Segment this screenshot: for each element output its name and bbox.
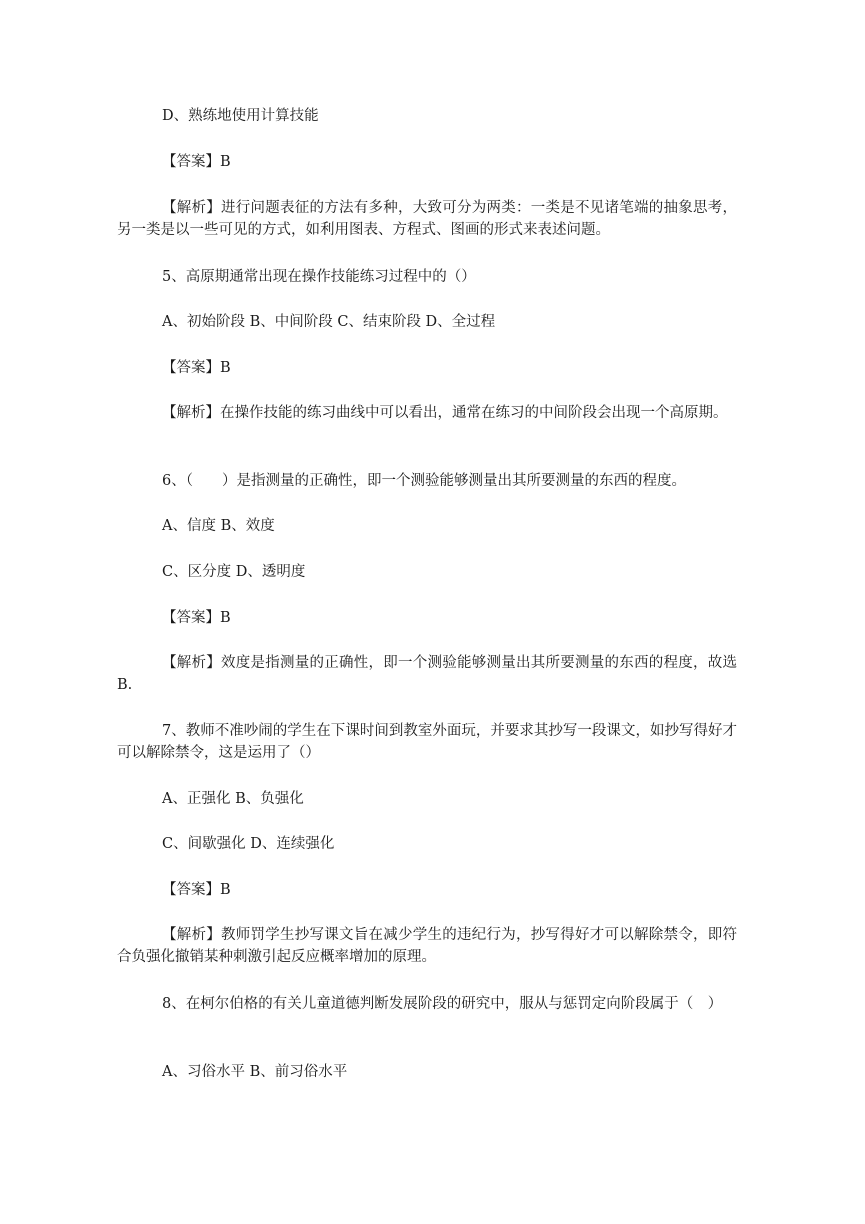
explanation-paragraph: 【解析】在操作技能的练习曲线中可以看出，通常在练习的中间阶段会出现一个高原期。 [162, 405, 728, 421]
question-5-options: A、初始阶段 B、中间阶段 C、结束阶段 D、全过程 [162, 314, 496, 330]
question-8: 8、在柯尔伯格的有关儿童道德判断发展阶段的研究中，服从与惩罚定向阶段属于（ ） [162, 996, 723, 1012]
explanation-paragraph: 【解析】进行问题表征的方法有多种，大致可分为两类：一类是不见诸笔端的抽象思考，另一类是以一些可见的方式，如利用图表、方程式、图画的形式来表述问题。 [117, 200, 737, 238]
question-7-options-ab: A、正强化 B、负强化 [162, 791, 304, 807]
question-6: 6、（ ）是指测量的正确性，即一个测验能够测量出其所要测量的东西的程度。 [162, 473, 686, 489]
option-d-text: D、熟练地使用计算技能 [162, 108, 319, 124]
answer-label: 【答案】B [162, 360, 231, 376]
explanation-paragraph: 【解析】效度是指测量的正确性，即一个测验能够测量出其所要测量的东西的程度，故选 B. [117, 655, 737, 693]
answer-label: 【答案】B [162, 882, 231, 898]
question-7-options-cd: C、间歇强化 D、连续强化 [162, 836, 335, 852]
answer-label: 【答案】B [162, 610, 231, 626]
question-7: 7、教师不准吵闹的学生在下课时间到教室外面玩，并要求其抄写一段课文，如抄写得好才可以解除禁令，这是运用了（） [117, 723, 737, 761]
question-6-options-cd: C、区分度 D、透明度 [162, 564, 306, 580]
explanation-paragraph: 【解析】教师罚学生抄写课文旨在减少学生的违纪行为，抄写得好才可以解除禁令，即符合负强化撤销某种刺激引起反应概率增加的原理。 [117, 927, 737, 965]
answer-label: 【答案】B [162, 154, 231, 170]
question-5: 5、高原期通常出现在操作技能练习过程中的（） [162, 269, 476, 285]
question-6-options-ab: A、信度 B、效度 [162, 518, 275, 534]
question-8-options-ab: A、习俗水平 B、前习俗水平 [162, 1064, 348, 1080]
